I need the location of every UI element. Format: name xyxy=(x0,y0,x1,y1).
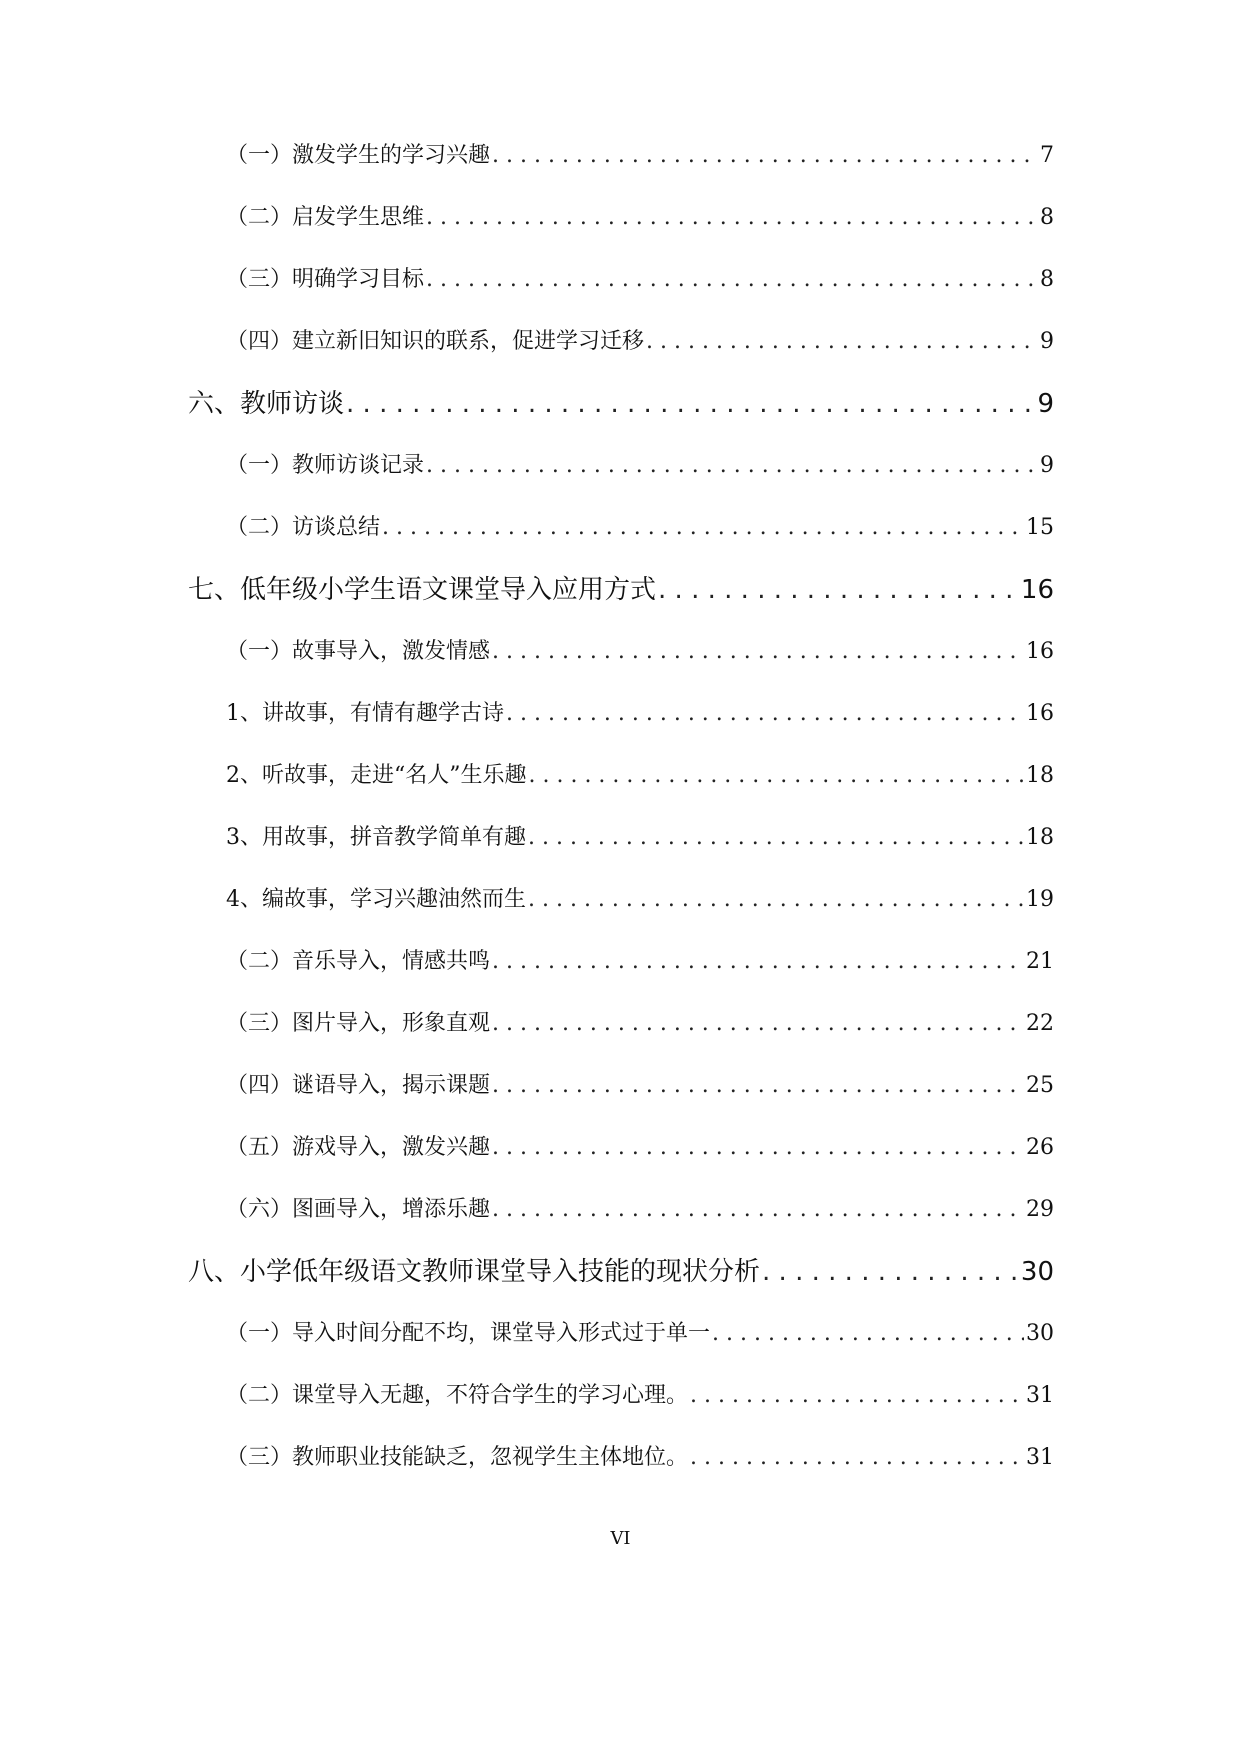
toc-entry[interactable] xyxy=(226,260,1054,300)
dot-leader xyxy=(646,322,1038,362)
toc-entry-page: 19 xyxy=(1026,887,1054,912)
dot-leader xyxy=(346,384,1035,424)
dot-leader xyxy=(528,818,1024,858)
toc-entry-page: 18 xyxy=(1026,763,1054,788)
toc-entry-label: （六）图画导入，增添乐趣 xyxy=(226,1197,491,1222)
dot-leader xyxy=(690,1376,1024,1416)
toc-entry[interactable] xyxy=(226,632,1054,672)
dot-leader xyxy=(712,1314,1024,1354)
toc-entry-label: （三）教师职业技能缺乏，忽视学生主体地位。 xyxy=(226,1445,689,1470)
toc-entry-label: （四）建立新旧知识的联系，促进学习迁移 xyxy=(226,329,645,354)
toc-entry-page: 26 xyxy=(1026,1135,1054,1160)
toc-entry[interactable] xyxy=(226,136,1054,176)
toc-entry[interactable] xyxy=(226,198,1054,238)
toc-entry[interactable] xyxy=(226,1438,1054,1478)
toc-entry-label: （一）激发学生的学习兴趣 xyxy=(226,143,491,168)
dot-leader xyxy=(529,756,1025,796)
toc-entry-label: 八、小学低年级语文教师课堂导入技能的现状分析 xyxy=(188,1257,761,1287)
toc-entry-label: （二）启发学生思维 xyxy=(226,205,425,230)
toc-entry-label: （二）音乐导入，情感共鸣 xyxy=(226,949,491,974)
toc-entry-label: （一）导入时间分配不均，课堂导入形式过于单一 xyxy=(226,1321,711,1346)
toc-entry-page: 16 xyxy=(1026,639,1054,664)
toc-entry[interactable] xyxy=(226,1190,1054,1230)
dot-leader xyxy=(492,1004,1024,1044)
toc-entry[interactable] xyxy=(226,322,1054,362)
dot-leader xyxy=(506,694,1024,734)
toc-entry-page: 8 xyxy=(1040,267,1054,292)
toc-entry-label: 六、教师访谈 xyxy=(188,389,345,419)
toc-entry-page: 30 xyxy=(1026,1321,1054,1346)
toc-entry-page: 31 xyxy=(1026,1383,1054,1408)
dot-leader xyxy=(426,446,1038,486)
toc-entry-page: 16 xyxy=(1026,701,1054,726)
dot-leader xyxy=(658,570,1019,610)
dot-leader xyxy=(528,880,1024,920)
toc-entry-page: 29 xyxy=(1026,1197,1054,1222)
toc-entry-label: （二）课堂导入无趣，不符合学生的学习心理。 xyxy=(226,1383,689,1408)
dot-leader xyxy=(492,136,1038,176)
toc-entry[interactable] xyxy=(226,1314,1054,1354)
toc-entry[interactable] xyxy=(226,818,1054,858)
dot-leader xyxy=(762,1252,1019,1292)
dot-leader xyxy=(690,1438,1024,1478)
toc-entry-chapter[interactable] xyxy=(188,384,1054,424)
toc-entry-page: 31 xyxy=(1026,1445,1054,1470)
toc-entry-label: 4、编故事，学习兴趣油然而生 xyxy=(226,887,526,912)
dot-leader xyxy=(426,260,1038,300)
toc-entry[interactable] xyxy=(226,942,1054,982)
dot-leader xyxy=(382,508,1024,548)
toc-entry-page: 30 xyxy=(1020,1257,1054,1287)
dot-leader xyxy=(492,632,1024,672)
toc-entry-label: （二）访谈总结 xyxy=(226,515,381,540)
toc-entry-page: 9 xyxy=(1040,453,1054,478)
toc-entry-page: 16 xyxy=(1020,575,1054,605)
toc-entry-label: （三）图片导入，形象直观 xyxy=(226,1011,491,1036)
dot-leader xyxy=(492,1190,1024,1230)
toc-entry[interactable] xyxy=(226,508,1054,548)
toc-entry[interactable] xyxy=(226,694,1054,734)
dot-leader xyxy=(492,942,1024,982)
toc-entry[interactable] xyxy=(226,1004,1054,1044)
toc-entry-page: 21 xyxy=(1026,949,1054,974)
toc-entry-page: 22 xyxy=(1026,1011,1054,1036)
toc-entry[interactable] xyxy=(226,1128,1054,1168)
toc-entry-label: （五）游戏导入，激发兴趣 xyxy=(226,1135,491,1160)
toc-entry-page: 9 xyxy=(1037,389,1054,419)
dot-leader xyxy=(492,1066,1024,1106)
toc-entry-label: 2、听故事，走进“名人”生乐趣 xyxy=(226,763,527,788)
dot-leader xyxy=(492,1128,1024,1168)
toc-entry-page: 7 xyxy=(1040,143,1054,168)
toc-entry-label: 1、讲故事，有情有趣学古诗 xyxy=(226,701,504,726)
toc-entry-label: （一）故事导入，激发情感 xyxy=(226,639,491,664)
toc-entry-page: 18 xyxy=(1026,825,1054,850)
toc-entry-chapter[interactable] xyxy=(188,570,1054,610)
toc-entry-label: （三）明确学习目标 xyxy=(226,267,425,292)
page-number: VI xyxy=(610,1528,631,1549)
toc-entry[interactable] xyxy=(226,446,1054,486)
toc-entry[interactable] xyxy=(226,756,1054,796)
toc-entry[interactable] xyxy=(226,1376,1054,1416)
dot-leader xyxy=(426,198,1038,238)
toc-entry-page: 8 xyxy=(1040,205,1054,230)
toc-entry-label: （一）教师访谈记录 xyxy=(226,453,425,478)
toc-entry-label: （四）谜语导入，揭示课题 xyxy=(226,1073,491,1098)
toc-entry[interactable] xyxy=(226,1066,1054,1106)
toc-entry-chapter[interactable] xyxy=(188,1252,1054,1292)
toc-entry-label: 3、用故事，拼音教学简单有趣 xyxy=(226,825,526,850)
toc-entry-page: 25 xyxy=(1026,1073,1054,1098)
toc-entry-page: 15 xyxy=(1026,515,1054,540)
toc-entry-label: 七、低年级小学生语文课堂导入应用方式 xyxy=(188,575,657,605)
toc-entry[interactable] xyxy=(226,880,1054,920)
toc-entry-page: 9 xyxy=(1040,329,1054,354)
